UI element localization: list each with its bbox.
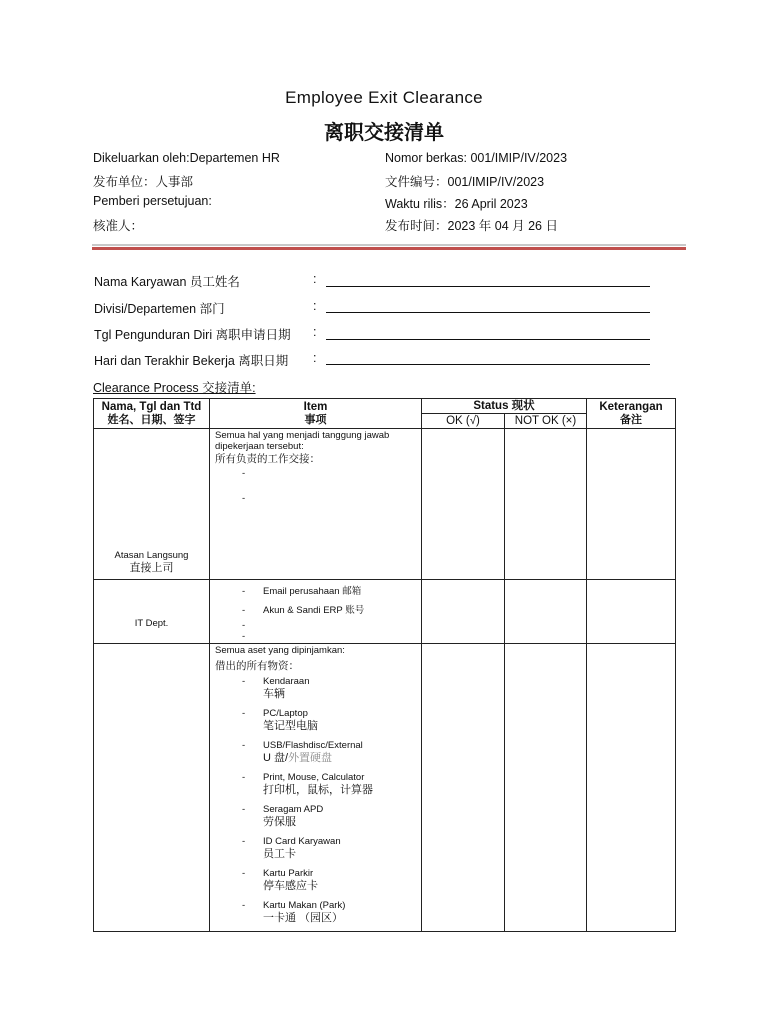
remarks-cell[interactable] <box>587 580 676 644</box>
not-ok-checkbox-cell[interactable] <box>505 644 587 932</box>
item-intro-chinese: 所有负责的工作交接： <box>215 453 320 465</box>
header-item-chinese: 事项 <box>304 413 327 426</box>
header-remarks-chinese: 备注 <box>620 413 642 426</box>
header-not-ok: NOT OK (×) <box>505 414 587 429</box>
header-divider-red <box>92 247 686 250</box>
clearance-table <box>93 398 676 932</box>
release-date-chinese: 发布时间：2023 年 04 月 26 日 <box>385 219 558 233</box>
list-item: - Kartu Makan (Park) 一卡通 （园区） <box>242 900 346 924</box>
header-remarks-text: Keterangan <box>599 400 663 413</box>
list-item: - USB/Flashdisc/External U 盘/外置硬盘 <box>242 740 363 764</box>
list-item: - PC/Laptop 笔记型电脑 <box>242 708 318 732</box>
field-colon: : <box>313 272 317 286</box>
employee-name-field[interactable] <box>326 286 650 287</box>
remarks-cell[interactable] <box>587 644 676 932</box>
item-cell <box>210 580 422 644</box>
department-field[interactable] <box>326 312 650 313</box>
document-number: Nomor berkas: 001/IMIP/IV/2023 <box>385 151 568 165</box>
issued-by: Dikeluarkan oleh:Departemen HR <box>93 151 280 165</box>
item-intro: Semua aset yang dipinjamkan: <box>215 645 345 656</box>
field-colon: : <box>313 299 317 313</box>
list-item: - Email perusahaan 邮箱 <box>242 586 362 597</box>
field-colon: : <box>313 325 317 339</box>
item-intro: Semua hal yang menjadi tanggung jawab dipekerjaan tersebut: <box>215 430 390 452</box>
list-item: - Kendaraan 车辆 <box>242 676 310 700</box>
document-title-chinese: 离职交接清单 <box>324 122 444 144</box>
ok-checkbox-cell[interactable] <box>422 580 505 644</box>
release-date: Waktu rilis：26 April 2023 <box>385 197 528 211</box>
table-row <box>94 580 676 644</box>
approver-chinese: 核准人： <box>93 219 144 233</box>
ok-checkbox-cell[interactable] <box>422 429 505 580</box>
item-intro-chinese: 借出的所有物资： <box>215 660 299 672</box>
not-ok-checkbox-cell[interactable] <box>505 429 587 580</box>
issued-by-chinese: 发布单位：人事部 <box>93 175 194 189</box>
signatory-label: IT Dept. <box>134 618 169 629</box>
list-item: - Akun & Sandi ERP 账号 <box>242 605 365 616</box>
header-name-date-signature-text: Nama, Tgl dan Ttd <box>101 400 202 413</box>
header-name-date-signature <box>94 399 210 429</box>
list-item: - Seragam APD 劳保服 <box>242 804 324 828</box>
document-title: Employee Exit Clearance <box>285 88 483 107</box>
employee-name-label: Nama Karyawan 员工姓名 <box>94 275 240 289</box>
remarks-cell[interactable] <box>587 429 676 580</box>
header-name-date-signature-chinese: 姓名、日期、签字 <box>107 413 196 426</box>
list-item: - ID Card Karyawan 员工卡 <box>242 836 341 860</box>
section-title: Clearance Process 交接清单: <box>93 381 256 395</box>
signatory-cell <box>94 429 210 580</box>
item-cell <box>210 644 422 932</box>
table-row <box>94 429 676 580</box>
item-cell <box>210 429 422 580</box>
ok-checkbox-cell[interactable] <box>422 644 505 932</box>
field-colon: : <box>313 351 317 365</box>
list-item: - <box>242 620 246 631</box>
not-ok-checkbox-cell[interactable] <box>505 580 587 644</box>
last-working-day-label: Hari dan Terakhir Bekerja 离职日期 <box>94 354 289 368</box>
resignation-date-field[interactable] <box>326 339 650 340</box>
list-item: - <box>242 493 246 504</box>
header-item-text: Item <box>303 400 328 413</box>
signatory-cell <box>94 580 210 644</box>
last-working-day-field[interactable] <box>326 364 650 365</box>
header-status: Status 现状 <box>422 399 587 414</box>
list-item: - <box>242 468 246 479</box>
list-item: - Print, Mouse, Calculator 打印机，鼠标，计算器 <box>242 772 373 796</box>
header-item <box>210 399 422 429</box>
resignation-date-label: Tgl Pengunduran Diri 离职申请日期 <box>94 328 291 342</box>
list-item: - Kartu Parkir 停车感应卡 <box>242 868 318 892</box>
header-ok: OK (√) <box>422 414 505 429</box>
header-remarks <box>587 399 676 429</box>
department-label: Divisi/Departemen 部门 <box>94 302 225 316</box>
table-row <box>94 644 676 932</box>
document-number-chinese: 文件编号：001/IMIP/IV/2023 <box>385 175 545 189</box>
signatory-cell <box>94 644 210 932</box>
list-item: - <box>242 631 246 642</box>
header-divider-gray <box>92 244 686 246</box>
approver: Pemberi persetujuan: <box>93 194 212 208</box>
signatory-label-chinese: 直接上司 <box>129 562 174 574</box>
signatory-label: Atasan Langsung <box>114 550 189 561</box>
